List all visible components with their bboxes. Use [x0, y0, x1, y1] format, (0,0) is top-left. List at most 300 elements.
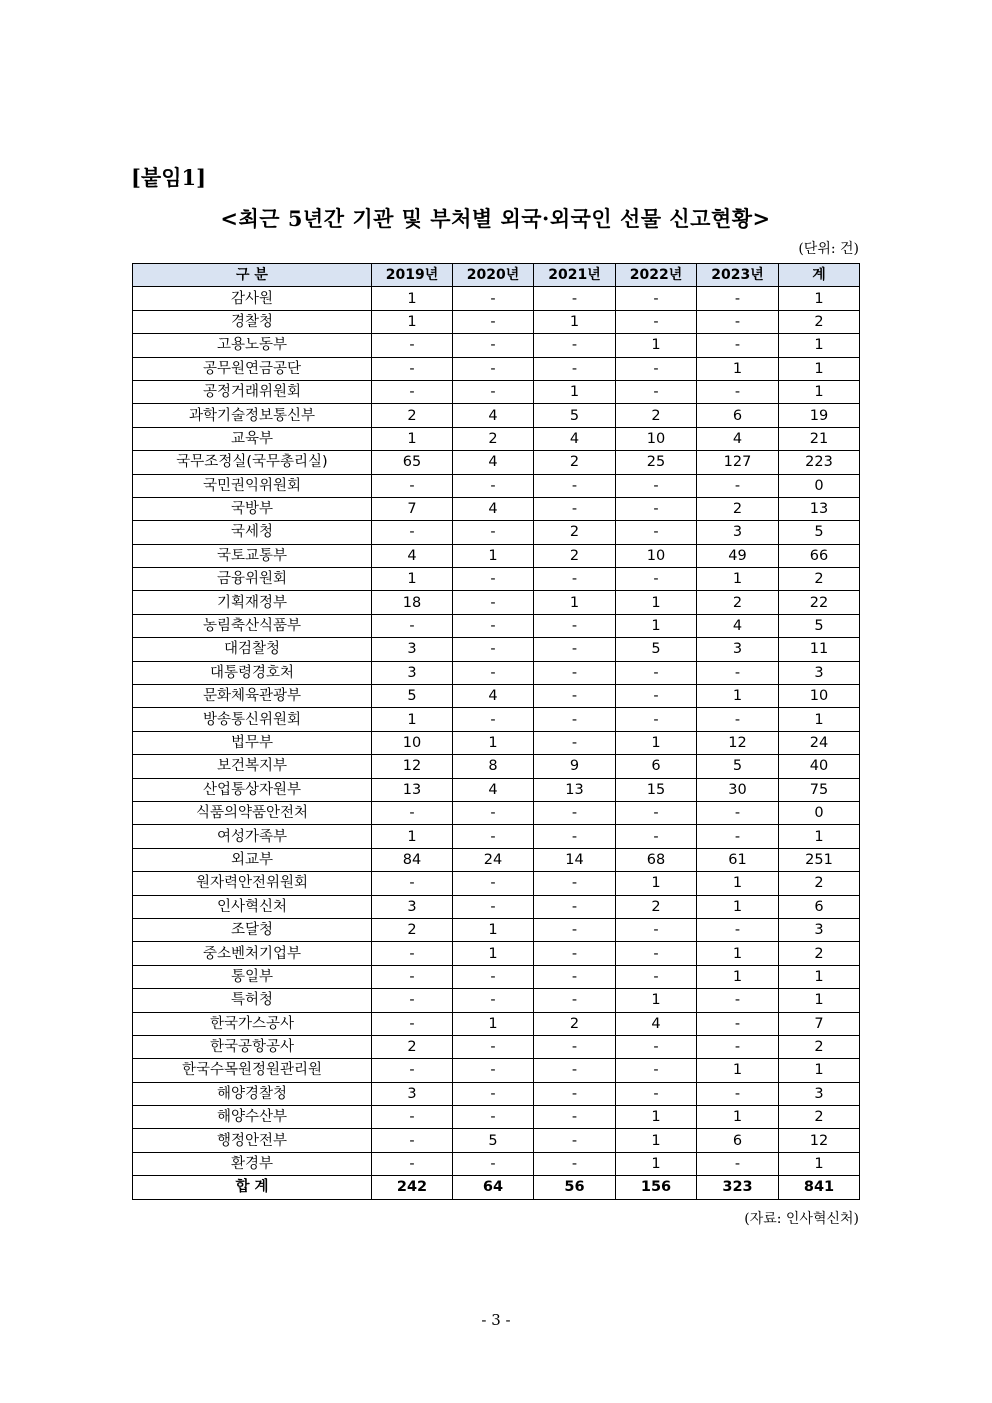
- cell-2021: 2: [534, 451, 616, 474]
- cell-2020: -: [453, 591, 534, 614]
- table-row: [133, 591, 860, 614]
- cell-total: 251: [779, 848, 860, 871]
- cell-2022: 1: [616, 614, 697, 637]
- cell-2020: 4: [453, 497, 534, 520]
- row-agency: 대통령경호처: [133, 661, 372, 684]
- cell-2020: 1: [453, 942, 534, 965]
- cell-total: 11: [779, 638, 860, 661]
- cell-2022: 10: [616, 544, 697, 567]
- cell-total: 6: [779, 895, 860, 918]
- cell-2021: 4: [534, 427, 616, 450]
- cell-2019: 13: [372, 778, 453, 801]
- total-sum: 841: [779, 1176, 860, 1199]
- cell-2019: 1: [372, 310, 453, 333]
- cell-2023: -: [697, 1152, 779, 1175]
- cell-2019: -: [372, 357, 453, 380]
- cell-2019: 84: [372, 848, 453, 871]
- cell-2019: -: [372, 521, 453, 544]
- cell-2022: -: [616, 521, 697, 544]
- header-2023: 2023년: [697, 264, 779, 287]
- cell-2022: 2: [616, 895, 697, 918]
- cell-2021: -: [534, 568, 616, 591]
- cell-2023: 12: [697, 731, 779, 754]
- cell-2023: 3: [697, 638, 779, 661]
- cell-2019: 3: [372, 1082, 453, 1105]
- cell-2022: 68: [616, 848, 697, 871]
- cell-2023: 1: [697, 568, 779, 591]
- cell-2023: 1: [697, 1059, 779, 1082]
- cell-2019: 3: [372, 895, 453, 918]
- cell-2019: -: [372, 1012, 453, 1035]
- cell-2020: -: [453, 614, 534, 637]
- cell-2023: -: [697, 1035, 779, 1058]
- table-row: [133, 310, 860, 333]
- cell-2021: -: [534, 685, 616, 708]
- row-agency: 특허청: [133, 989, 372, 1012]
- cell-total: 1: [779, 334, 860, 357]
- cell-2021: -: [534, 287, 616, 310]
- cell-2022: -: [616, 474, 697, 497]
- cell-2022: -: [616, 1059, 697, 1082]
- cell-2020: -: [453, 1106, 534, 1129]
- row-agency: 조달청: [133, 918, 372, 941]
- cell-2020: -: [453, 310, 534, 333]
- row-agency: 한국수목원정원관리원: [133, 1059, 372, 1082]
- cell-2020: 4: [453, 685, 534, 708]
- cell-2022: -: [616, 380, 697, 403]
- cell-total: 3: [779, 661, 860, 684]
- table-header-row: [133, 264, 860, 287]
- cell-2021: -: [534, 731, 616, 754]
- row-agency: 행정안전부: [133, 1129, 372, 1152]
- row-agency: 법무부: [133, 731, 372, 754]
- table-row: [133, 1106, 860, 1129]
- cell-2020: -: [453, 1035, 534, 1058]
- total-2020: 64: [453, 1176, 534, 1199]
- header-2019: 2019년: [372, 264, 453, 287]
- table-row: [133, 544, 860, 567]
- cell-2021: 9: [534, 755, 616, 778]
- cell-2019: 12: [372, 755, 453, 778]
- cell-2021: -: [534, 1129, 616, 1152]
- cell-2023: 1: [697, 942, 779, 965]
- cell-total: 66: [779, 544, 860, 567]
- cell-2023: -: [697, 661, 779, 684]
- cell-2021: -: [534, 1059, 616, 1082]
- cell-2023: 1: [697, 872, 779, 895]
- cell-2023: -: [697, 801, 779, 824]
- cell-2021: -: [534, 497, 616, 520]
- table-row: [133, 872, 860, 895]
- cell-2020: -: [453, 825, 534, 848]
- cell-2023: 127: [697, 451, 779, 474]
- table-row: [133, 942, 860, 965]
- cell-total: 0: [779, 801, 860, 824]
- attachment-label: [붙임1]: [131, 165, 207, 190]
- cell-2020: 2: [453, 427, 534, 450]
- cell-2023: -: [697, 1012, 779, 1035]
- cell-2020: 1: [453, 544, 534, 567]
- cell-2022: 1: [616, 1152, 697, 1175]
- cell-2023: 3: [697, 521, 779, 544]
- cell-total: 223: [779, 451, 860, 474]
- row-agency: 국방부: [133, 497, 372, 520]
- cell-2022: 2: [616, 404, 697, 427]
- cell-total: 7: [779, 1012, 860, 1035]
- cell-2023: -: [697, 287, 779, 310]
- cell-2020: -: [453, 1152, 534, 1175]
- cell-2021: 2: [534, 1012, 616, 1035]
- cell-2022: -: [616, 497, 697, 520]
- total-label: 합 계: [133, 1176, 372, 1199]
- cell-2022: 1: [616, 1106, 697, 1129]
- header-2020: 2020년: [453, 264, 534, 287]
- cell-2020: 1: [453, 731, 534, 754]
- cell-total: 2: [779, 310, 860, 333]
- cell-2023: 49: [697, 544, 779, 567]
- table-row: [133, 965, 860, 988]
- total-row: [133, 1176, 860, 1199]
- cell-2020: -: [453, 801, 534, 824]
- cell-2019: -: [372, 1059, 453, 1082]
- cell-2020: -: [453, 895, 534, 918]
- cell-2023: -: [697, 918, 779, 941]
- header-2021: 2021년: [534, 264, 616, 287]
- table-row: [133, 427, 860, 450]
- source-note: (자료: 인사혁신처): [744, 1211, 859, 1227]
- cell-2023: 2: [697, 591, 779, 614]
- cell-2021: 1: [534, 310, 616, 333]
- cell-2019: -: [372, 1129, 453, 1152]
- cell-total: 1: [779, 825, 860, 848]
- table-row: [133, 708, 860, 731]
- row-agency: 보건복지부: [133, 755, 372, 778]
- row-agency: 통일부: [133, 965, 372, 988]
- cell-2020: -: [453, 989, 534, 1012]
- cell-total: 21: [779, 427, 860, 450]
- cell-2020: -: [453, 708, 534, 731]
- cell-2021: -: [534, 825, 616, 848]
- cell-2022: -: [616, 661, 697, 684]
- cell-total: 12: [779, 1129, 860, 1152]
- table-row: [133, 755, 860, 778]
- cell-2020: -: [453, 661, 534, 684]
- cell-2019: 65: [372, 451, 453, 474]
- cell-total: 3: [779, 918, 860, 941]
- cell-2022: 10: [616, 427, 697, 450]
- row-agency: 국민권익위원회: [133, 474, 372, 497]
- cell-2019: 18: [372, 591, 453, 614]
- table-row: [133, 848, 860, 871]
- page-number: - 3 -: [481, 1311, 511, 1329]
- cell-total: 1: [779, 287, 860, 310]
- cell-2022: -: [616, 568, 697, 591]
- cell-2022: -: [616, 965, 697, 988]
- cell-2019: -: [372, 380, 453, 403]
- cell-2019: 3: [372, 661, 453, 684]
- cell-total: 1: [779, 965, 860, 988]
- cell-2021: -: [534, 965, 616, 988]
- unit-note: (단위: 건): [798, 241, 859, 257]
- cell-total: 2: [779, 872, 860, 895]
- row-agency: 금융위원회: [133, 568, 372, 591]
- cell-2022: -: [616, 685, 697, 708]
- cell-2023: -: [697, 310, 779, 333]
- cell-2021: -: [534, 614, 616, 637]
- cell-total: 0: [779, 474, 860, 497]
- cell-2022: 25: [616, 451, 697, 474]
- table-row: [133, 685, 860, 708]
- cell-2021: -: [534, 638, 616, 661]
- cell-2020: 8: [453, 755, 534, 778]
- cell-2020: 4: [453, 451, 534, 474]
- cell-2023: -: [697, 825, 779, 848]
- table-row: [133, 1059, 860, 1082]
- cell-2021: -: [534, 801, 616, 824]
- cell-2022: -: [616, 1035, 697, 1058]
- cell-2021: -: [534, 1082, 616, 1105]
- cell-total: 2: [779, 568, 860, 591]
- cell-2020: 5: [453, 1129, 534, 1152]
- cell-2022: -: [616, 942, 697, 965]
- cell-2019: 7: [372, 497, 453, 520]
- row-agency: 한국가스공사: [133, 1012, 372, 1035]
- cell-2020: -: [453, 521, 534, 544]
- cell-2022: -: [616, 287, 697, 310]
- cell-2023: 1: [697, 357, 779, 380]
- cell-2023: 6: [697, 1129, 779, 1152]
- table-row: [133, 638, 860, 661]
- cell-2022: -: [616, 825, 697, 848]
- cell-2022: 1: [616, 872, 697, 895]
- cell-total: 10: [779, 685, 860, 708]
- cell-2023: 5: [697, 755, 779, 778]
- cell-2020: 4: [453, 404, 534, 427]
- cell-2022: -: [616, 918, 697, 941]
- cell-2021: -: [534, 1152, 616, 1175]
- table-row: [133, 451, 860, 474]
- cell-2019: 2: [372, 1035, 453, 1058]
- cell-2020: -: [453, 638, 534, 661]
- row-agency: 산업통상자원부: [133, 778, 372, 801]
- cell-2020: -: [453, 287, 534, 310]
- cell-2019: -: [372, 872, 453, 895]
- table-row: [133, 614, 860, 637]
- cell-total: 1: [779, 1059, 860, 1082]
- cell-2022: 6: [616, 755, 697, 778]
- table-row: [133, 404, 860, 427]
- total-2022: 156: [616, 1176, 697, 1199]
- row-agency: 대검찰청: [133, 638, 372, 661]
- gift-report-table: [132, 263, 860, 1200]
- cell-2019: -: [372, 1152, 453, 1175]
- cell-2023: 30: [697, 778, 779, 801]
- row-agency: 환경부: [133, 1152, 372, 1175]
- table-row: [133, 497, 860, 520]
- table-row: [133, 380, 860, 403]
- cell-2019: -: [372, 942, 453, 965]
- cell-2020: -: [453, 380, 534, 403]
- cell-2022: -: [616, 708, 697, 731]
- row-agency: 중소벤처기업부: [133, 942, 372, 965]
- row-agency: 기획재정부: [133, 591, 372, 614]
- table-row: [133, 1152, 860, 1175]
- cell-2022: 1: [616, 989, 697, 1012]
- cell-total: 22: [779, 591, 860, 614]
- table-row: [133, 778, 860, 801]
- row-agency: 감사원: [133, 287, 372, 310]
- cell-2021: -: [534, 872, 616, 895]
- cell-2020: -: [453, 357, 534, 380]
- cell-2021: -: [534, 895, 616, 918]
- cell-2020: -: [453, 1082, 534, 1105]
- cell-2019: 1: [372, 825, 453, 848]
- cell-2020: -: [453, 334, 534, 357]
- row-agency: 식품의약품안전처: [133, 801, 372, 824]
- cell-2022: -: [616, 310, 697, 333]
- cell-2023: 1: [697, 1106, 779, 1129]
- cell-2021: -: [534, 334, 616, 357]
- table-row: [133, 1012, 860, 1035]
- cell-2022: -: [616, 801, 697, 824]
- cell-2021: -: [534, 708, 616, 731]
- cell-total: 1: [779, 380, 860, 403]
- cell-2022: 1: [616, 591, 697, 614]
- cell-total: 3: [779, 1082, 860, 1105]
- table-row: [133, 801, 860, 824]
- header-2022: 2022년: [616, 264, 697, 287]
- row-agency: 인사혁신처: [133, 895, 372, 918]
- cell-2021: 1: [534, 591, 616, 614]
- cell-2021: 5: [534, 404, 616, 427]
- cell-2020: -: [453, 474, 534, 497]
- cell-2020: -: [453, 872, 534, 895]
- cell-2021: -: [534, 989, 616, 1012]
- cell-2022: -: [616, 357, 697, 380]
- document-title: <최근 5년간 기관 및 부처별 외국·외국인 선물 신고현황>: [220, 206, 771, 231]
- cell-2019: 1: [372, 568, 453, 591]
- cell-2022: 4: [616, 1012, 697, 1035]
- cell-2019: -: [372, 614, 453, 637]
- row-agency: 문화체육관광부: [133, 685, 372, 708]
- cell-2020: -: [453, 965, 534, 988]
- row-agency: 교육부: [133, 427, 372, 450]
- cell-2020: 24: [453, 848, 534, 871]
- table-row: [133, 1082, 860, 1105]
- cell-2019: 2: [372, 404, 453, 427]
- cell-2023: 1: [697, 895, 779, 918]
- row-agency: 공무원연금공단: [133, 357, 372, 380]
- cell-2020: 4: [453, 778, 534, 801]
- cell-2021: -: [534, 942, 616, 965]
- cell-2019: -: [372, 334, 453, 357]
- header-category: 구 분: [133, 264, 372, 287]
- row-agency: 해양수산부: [133, 1106, 372, 1129]
- cell-total: 5: [779, 521, 860, 544]
- cell-2022: 5: [616, 638, 697, 661]
- cell-2022: -: [616, 1082, 697, 1105]
- cell-2020: 1: [453, 1012, 534, 1035]
- cell-2022: 1: [616, 334, 697, 357]
- cell-total: 24: [779, 731, 860, 754]
- table-row: [133, 334, 860, 357]
- cell-2023: 1: [697, 685, 779, 708]
- cell-2023: -: [697, 334, 779, 357]
- table-row: [133, 1035, 860, 1058]
- table-row: [133, 521, 860, 544]
- cell-2019: -: [372, 989, 453, 1012]
- cell-2019: 5: [372, 685, 453, 708]
- cell-2020: -: [453, 568, 534, 591]
- cell-2021: -: [534, 1035, 616, 1058]
- table-row: [133, 661, 860, 684]
- cell-2021: -: [534, 918, 616, 941]
- cell-2020: 1: [453, 918, 534, 941]
- cell-2019: -: [372, 474, 453, 497]
- row-agency: 경찰청: [133, 310, 372, 333]
- table-row: [133, 918, 860, 941]
- row-agency: 한국공항공사: [133, 1035, 372, 1058]
- cell-2022: 15: [616, 778, 697, 801]
- header-total: 계: [779, 264, 860, 287]
- cell-2019: 10: [372, 731, 453, 754]
- row-agency: 여성가족부: [133, 825, 372, 848]
- row-agency: 방송통신위원회: [133, 708, 372, 731]
- row-agency: 고용노동부: [133, 334, 372, 357]
- table-row: [133, 895, 860, 918]
- table-row: [133, 474, 860, 497]
- cell-2019: 2: [372, 918, 453, 941]
- cell-total: 1: [779, 357, 860, 380]
- row-agency: 국세청: [133, 521, 372, 544]
- total-2021: 56: [534, 1176, 616, 1199]
- cell-2023: 6: [697, 404, 779, 427]
- row-agency: 농림축산식품부: [133, 614, 372, 637]
- cell-total: 13: [779, 497, 860, 520]
- cell-2019: 1: [372, 708, 453, 731]
- cell-total: 2: [779, 942, 860, 965]
- row-agency: 국토교통부: [133, 544, 372, 567]
- cell-2021: 13: [534, 778, 616, 801]
- cell-total: 40: [779, 755, 860, 778]
- cell-2019: -: [372, 801, 453, 824]
- cell-2019: 3: [372, 638, 453, 661]
- table-row: [133, 568, 860, 591]
- cell-2022: 1: [616, 731, 697, 754]
- cell-2023: 4: [697, 427, 779, 450]
- cell-2020: -: [453, 1059, 534, 1082]
- cell-2022: 1: [616, 1129, 697, 1152]
- row-agency: 국무조정실(국무총리실): [133, 451, 372, 474]
- cell-2021: 2: [534, 544, 616, 567]
- total-2019: 242: [372, 1176, 453, 1199]
- table-row: [133, 1129, 860, 1152]
- cell-2021: -: [534, 357, 616, 380]
- table-row: [133, 989, 860, 1012]
- cell-total: 2: [779, 1035, 860, 1058]
- row-agency: 해양경찰청: [133, 1082, 372, 1105]
- cell-total: 5: [779, 614, 860, 637]
- cell-2023: 1: [697, 965, 779, 988]
- cell-2021: 1: [534, 380, 616, 403]
- cell-2019: 4: [372, 544, 453, 567]
- table-row: [133, 825, 860, 848]
- cell-2023: -: [697, 1082, 779, 1105]
- cell-2021: -: [534, 661, 616, 684]
- table-row: [133, 357, 860, 380]
- cell-total: 1: [779, 1152, 860, 1175]
- cell-2021: -: [534, 1106, 616, 1129]
